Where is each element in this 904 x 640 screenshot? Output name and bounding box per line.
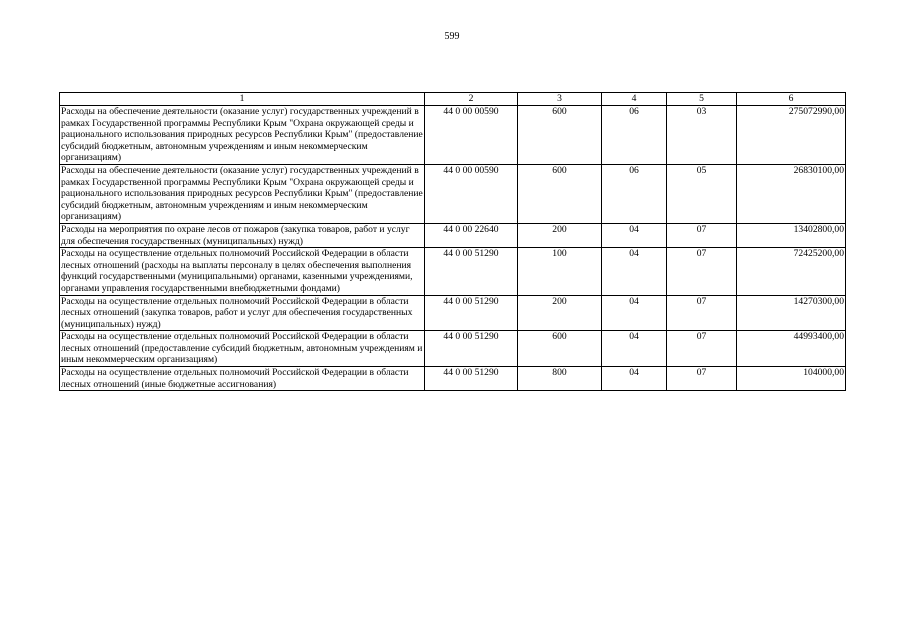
column-header: 1 (60, 93, 425, 106)
expense-description: Расходы на обеспечение деятельности (оказание услуг) государственных учреждений в рамках Государственной программы Республики Крым "Охрана окружающей среды и рационального использования природных ресурсов Республики Крым" (предоставление субсидий бюджетным, автономным учреждениям и иным некоммерческим организациям) (61, 164, 423, 223)
table-header-row (60, 93, 846, 106)
column-header: 6 (737, 93, 846, 106)
expense-type-code: 800 (518, 367, 602, 391)
expense-type-code: 600 (518, 106, 602, 165)
subsection-code: 07 (667, 295, 737, 331)
amount: 44993400,00 (737, 331, 846, 367)
target-article-code: 44 0 00 51290 (425, 248, 518, 295)
subsection-code: 07 (667, 248, 737, 295)
subsection-code: 07 (667, 367, 737, 391)
subsection-code: 07 (667, 331, 737, 367)
expense-description: Расходы на мероприятия по охране лесов от пожаров (закупка товаров, работ и услуг для обеспечения государственных (муниципальных) нужд) (60, 223, 425, 247)
column-header: 5 (667, 93, 737, 106)
page-number: 599 (444, 31, 460, 42)
target-article-code: 44 0 00 51290 (425, 331, 518, 367)
amount: 72425200,00 (737, 248, 846, 295)
section-code: 06 (602, 164, 667, 223)
section-code: 04 (602, 248, 667, 295)
table-row (60, 295, 846, 331)
target-article-code: 44 0 00 00590 (425, 106, 518, 165)
expense-description: Расходы на обеспечение деятельности (оказание услуг) государственных учреждений в рамках Государственной программы Республики Крым "Охрана окружающей среды и рационального использования природных ресурсов Республики Крым" (предоставление субсидий бюджетным, автономным учреждениям и иным некоммерческим организациям) (61, 106, 423, 164)
section-code: 04 (602, 295, 667, 331)
amount: 275072990,00 (737, 106, 846, 165)
expense-type-code: 600 (518, 164, 602, 223)
expense-description: Расходы на осуществление отдельных полномочий Российской Федерации в области лесных отношений (иные бюджетные ассигнования) (60, 367, 425, 391)
section-code: 06 (602, 106, 667, 165)
amount: 26830100,00 (737, 164, 846, 223)
table-row (60, 367, 846, 391)
expense-description: Расходы на осуществление отдельных полномочий Российской Федерации в области лесных отношений (закупка товаров, работ и услуг для обеспечения государственных (муниципальных) нужд) (60, 295, 425, 331)
column-header: 2 (425, 93, 518, 106)
section-code: 04 (602, 367, 667, 391)
subsection-code: 05 (667, 164, 737, 223)
expense-description: Расходы на осуществление отдельных полномочий Российской Федерации в области лесных отношений (расходы на выплаты персоналу в целях обеспечения выполнения функций государственными (муниципальными) органами, казенными учреждениями, органами управления государственными внебюджетными фондами) (60, 248, 425, 295)
amount: 104000,00 (737, 367, 846, 391)
target-article-code: 44 0 00 51290 (425, 367, 518, 391)
amount: 14270300,00 (737, 295, 846, 331)
column-header: 3 (518, 93, 602, 106)
table-row (60, 248, 846, 295)
section-code: 04 (602, 223, 667, 247)
budget-table (59, 92, 846, 391)
amount: 13402800,00 (737, 223, 846, 247)
table-row (60, 164, 846, 223)
subsection-code: 07 (667, 223, 737, 247)
target-article-code: 44 0 00 51290 (425, 295, 518, 331)
table-row (60, 331, 846, 367)
expense-description: Расходы на осуществление отдельных полномочий Российской Федерации в области лесных отношений (предоставление субсидий бюджетным, автономным учреждениям и иным некоммерческим организациям) (60, 331, 425, 367)
target-article-code: 44 0 00 22640 (425, 223, 518, 247)
expense-type-code: 200 (518, 223, 602, 247)
expense-type-code: 200 (518, 295, 602, 331)
table-row (60, 106, 846, 165)
target-article-code: 44 0 00 00590 (425, 164, 518, 223)
expense-type-code: 600 (518, 331, 602, 367)
section-code: 04 (602, 331, 667, 367)
column-header: 4 (602, 93, 667, 106)
table-row (60, 223, 846, 247)
subsection-code: 03 (667, 106, 737, 165)
expense-type-code: 100 (518, 248, 602, 295)
